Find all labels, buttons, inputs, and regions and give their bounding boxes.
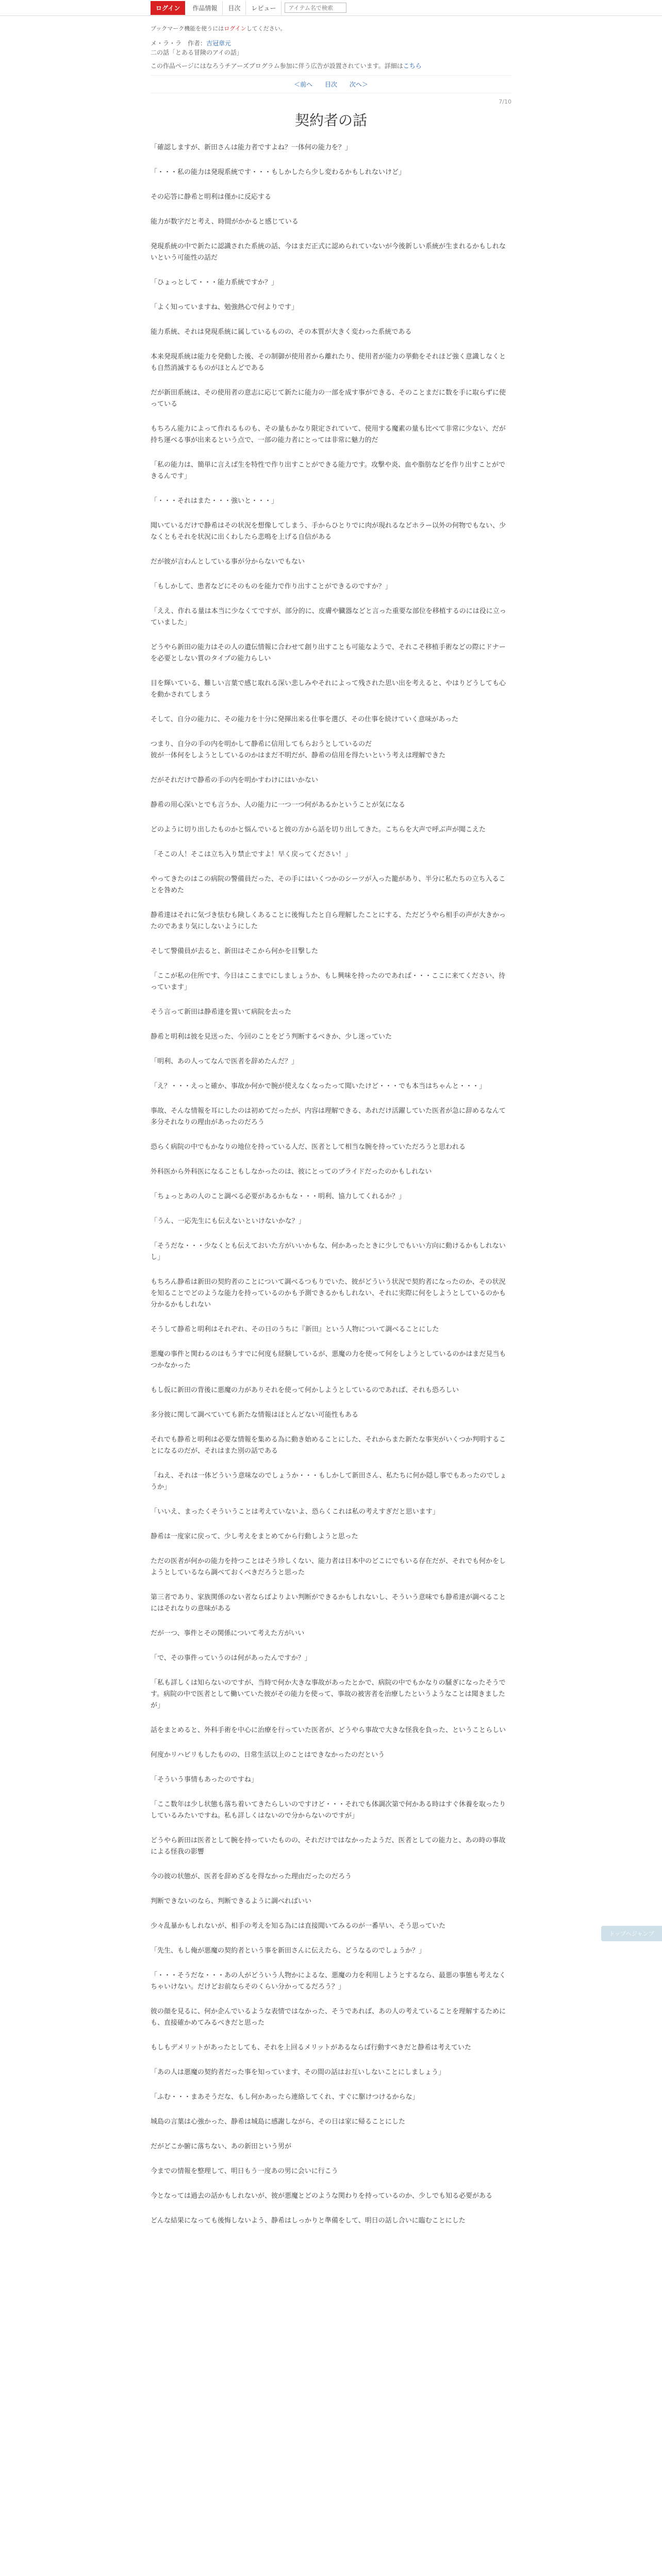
novel-paragraph: 「私の能力は、簡単に言えば生を特性で作り出すことができる能力です。攻撃や炎、血や脂肪などを作り出すことができるんです」: [151, 461, 505, 480]
novel-paragraph: だが新田系統は、その使用者の意志に応じて新たに能力の一部を成す事ができる、そのことまだに数を手に取らずに使っている: [151, 389, 506, 408]
novel-paragraph: やってきたのはこの病院の警備員だった、その手にはいくつかのシーツが入った籠があり、半分に私たちの立ち入ることを咎めた: [151, 875, 506, 894]
novel-paragraph: 「・・・そうだな・・・あの人がどういう人物かによるな、悪魔の力を利用しようとするなら、最悪の事態も考えなくちゃいけない。だけどお前ならそのくらい分かってるだろう？」: [151, 1972, 506, 1991]
novel-paragraph: 「うん、一応先生にも伝えないといけないかな？」: [151, 1217, 305, 1225]
novel-paragraph: 「そうだな・・・少なくとも伝えておいた方がいいかもな、何かあったときに少しでもいい方向に動けるかもしれないし」: [151, 1242, 506, 1261]
jump-to-top-button[interactable]: トップへジャンプ: [601, 1926, 662, 1941]
novel-paragraph: 多分彼に関して調べていても新たな情報はほとんどない可能性もある: [151, 1411, 359, 1419]
novel-paragraph: 本来発現系統は能力を発動した後、その制御が使用者から離れたり、使用者が能力の挙動をそれほど強く意識しなくとも自然消滅するものがほとんどである: [151, 353, 506, 372]
login-button[interactable]: ログイン: [151, 1, 185, 15]
novel-paragraph: 「そこの人！そこは立ち入り禁止ですよ！早く戻ってください！」: [151, 851, 352, 858]
novel-paragraph: 少々乱暴かもしれないが、相手の考えを知る為には直接聞いてみるのが一番早い、そう思っていた: [151, 1922, 446, 1930]
novel-paragraph: そして警備員が去ると、新田はそこから何かを目撃した: [151, 947, 319, 955]
ad-notice-text: この作品ページにはなろうチアーズプログラム参加に伴う広告が設置されています。詳細は: [151, 62, 403, 70]
novel-paragraph: 「先生、もし俺が悪魔の契約者という事を新田さんに伝えたら、どうなるのでしょうか？」: [151, 1947, 426, 1955]
novel-paragraph: 「ちょっとあの人のこと調べる必要があるかもな・・・明利、協力してくれるか？」: [151, 1193, 406, 1200]
novel-paragraph: もし仮に新田の背後に悪魔の力がありそれを使って何かしようとしているのであれば、それも恐ろしい: [151, 1386, 459, 1394]
novel-paragraph: だが彼が言わんとしている事が分からないでもない: [151, 558, 305, 566]
nav-table-of-contents[interactable]: 目次: [223, 1, 246, 15]
bookmark-login-link[interactable]: ログイン: [224, 25, 246, 32]
novel-paragraph: 「よく知っていますね、勉強熱心で何よりです」: [151, 303, 299, 311]
nav-work-info[interactable]: 作品情報: [187, 1, 223, 15]
novel-paragraph: だがどこか腑に落ちない、あの新田という男が: [151, 2143, 292, 2150]
novel-paragraph: 外科医から外科医になることもしなかったのは、彼にとってのプライドだったのかもしれない: [151, 1168, 432, 1176]
chapter-number: 7/10: [499, 98, 511, 105]
novel-paragraph: 今の彼の状態が、医者を辞めざるを得なかった理由だったのだろう: [151, 1873, 352, 1880]
novel-paragraph: 事故、そんな情報を耳にしたのは初めてだったが、内容は理解できる、あれだけ活躍していた医者が急に辞めるなんて多分それなりの理由があったのだろう: [151, 1107, 506, 1126]
novel-body: [151, 142, 511, 2227]
novel-paragraph: 「ええ、作れる量は本当に少なくてですが、部分的に、皮膚や臓器などと言った重要な部位を移植するのには役に立っていました」: [151, 607, 506, 626]
novel-paragraph: 悪魔の事件と関わるのはもうすでに何度も経験しているが、悪魔の力を使って何をしようとしているのかはまだ見当もつかなかった: [151, 1350, 506, 1369]
novel-paragraph: そうして静希と明利はそれぞれ、その日のうちに『新田』という人物について調べることにした: [151, 1326, 439, 1333]
series-arc-title: 二の話「とある冒険のアイの話」: [151, 49, 243, 56]
novel-paragraph: 発現系統の中で新たに認識された系統の話、今はまだ正式に認められていないが今後新しい系統が生まれるかもしれないという可能性の話だ: [151, 243, 506, 262]
main-content: [151, 16, 511, 2227]
novel-paragraph: 今までの情報を整理して、明日もう一度あの男に会いに行こう: [151, 2167, 338, 2175]
series-title: メ・ラ・ラ 作者：: [151, 40, 207, 47]
novel-paragraph: 「あの人は悪魔の契約者だった事を知っています、その間の話はお互いしないことにしましょう」: [151, 2069, 445, 2076]
bookmark-note: [151, 24, 511, 32]
novel-paragraph: 「ねえ、それは一体どういう意味なのでしょうか・・・もしかして新田さん、私たちに何か隠し事でもあったのでしょうか」: [151, 1472, 507, 1491]
novel-paragraph: 静希の用心深いとでも言うか、人の能力に一つ一つ何があるかということが気になる: [151, 801, 406, 809]
novel-paragraph: 「ここ数年は少し状態も落ち着いてきたらしいのですけど・・・それでも体調次第で何かある時はすぐ休養を取ったりしているみたいですね。私も詳しくはないので分からないのですが」: [151, 1801, 506, 1820]
bookmark-note-text: ブックマーク機能を使うには: [151, 25, 224, 32]
novel-paragraph: 聞いているだけで静希はその状況を想像してしまう、手からひとりでに肉が現れるなどホラー以外の何物でもない、少なくともそれを状況に出くわしたら悲鳴を上げる自信がある: [151, 522, 506, 541]
novel-paragraph: 能力系統、それは発現系統に属しているものの、その本質が大きく変わった系統である: [151, 328, 412, 336]
novel-paragraph: もしもデメリットがあったとしても、それを上回るメリットがあるならば行動すべきだと静希は考えていた: [151, 2044, 472, 2052]
novel-paragraph: 判断できないのなら、判断できるように調べればいい: [151, 1897, 312, 1905]
chapter-pager: [151, 75, 511, 93]
author-link[interactable]: 吉冠章元: [206, 40, 231, 47]
novel-paragraph: 彼の顔を見るに、何か企んでいるような表情ではなかった、そうであれば、あの人の考えていることを理解するためにも、直接確かめてみるべきだと思った: [151, 2008, 506, 2027]
chapter-title: 契約者の話: [294, 112, 367, 129]
novel-paragraph: 静希と明利は彼を見送った、今回のことをどう判断するべきか、少し迷っていた: [151, 1033, 392, 1041]
novel-paragraph: 今となっては過去の話かもしれないが、彼が悪魔とどのような関わりを持っているのか、少しでも知る必要がある: [151, 2192, 493, 2200]
novel-paragraph: 静希達はそれに気づき怯むも険しくあることに後悔したと自ら理解したことにする、ただどうやら相手の声が大きかったのであまり気にしないようにした: [151, 911, 506, 930]
top-navigation-bar: [0, 0, 662, 16]
novel-paragraph: 話をまとめると、外科手術を中心に治療を行っていた医者が、どうやら事故で大きな怪我を負った、ということらしい: [151, 1726, 506, 1734]
novel-paragraph: そして、自分の能力に、その能力を十分に発揮出来る仕事を選び、その仕事を続けていく意味があった: [151, 716, 459, 723]
novel-paragraph: どのように切り出したものかと悩んでいると彼の方から話を切り出してきた。こちらを大声で呼ぶ声が聞こえた: [151, 826, 486, 834]
ad-notice: [151, 61, 511, 70]
novel-paragraph: 恐らく病院の中でもかなりの地位を持っている人だ、医者として相当な腕を持っていただろうと思われる: [151, 1143, 466, 1151]
novel-paragraph: 「ふむ・・・まあそうだな、もし何かあったら連絡してくれ、すぐに駆けつけるからな」: [151, 2093, 419, 2101]
nav-review[interactable]: レビュー: [246, 1, 282, 15]
novel-paragraph: もちろん能力によって作れるものも、その量もかなり限定されていて、使用する魔素の量も比べて非常に少ない、だが持ち運べる事が出来るという点で、一部の能力者にとっては非常に魅力的だ: [151, 425, 506, 444]
novel-paragraph: 城島の言葉は心強かった、静希は城島に感謝しながら、その日は家に帰ることにした: [151, 2118, 406, 2126]
bookmark-note-suffix: してください。: [246, 25, 286, 32]
novel-paragraph: 目を輝いている、難しい言葉で感じ取れる深い悲しみやそれによって残された思い出を考えると、やはりどうしても心を動かされてしまう: [151, 680, 506, 699]
search-input[interactable]: [285, 3, 346, 13]
novel-paragraph: どうやら新田は医者として腕を持っていたものの、それだけではなかったようだ、医者としての能力と、あの時の事故による怪我の影響: [151, 1837, 506, 1856]
ad-notice-link[interactable]: こちら: [403, 62, 422, 70]
novel-paragraph: 「で、その事件っていうのは何があったんですか？」: [151, 1654, 311, 1662]
series-author-line: [151, 39, 511, 48]
novel-paragraph: もちろん静希は新田の契約者のことについて調べるつもりでいた、彼がどういう状況で契約者になったのか、その状況を知ることでどのような能力を持っているのかも予測できるかもしれない、それに実際に何をしようとしているのかも分かるかもしれない: [151, 1278, 506, 1309]
prev-chapter-link[interactable]: ＜前へ: [294, 81, 313, 88]
novel-paragraph: 「私も詳しくは知らないのですが、当時で何か大きな事故があったとかで、病院の中でもかなりの騒ぎになったそうです。病院の中で医者として働いていた彼がその能力を使って、事故の被害者を治療したというようなことは聞きましたが」: [151, 1679, 506, 1709]
novel-paragraph: そう言って新田は静希達を置いて病院を去った: [151, 1008, 292, 1016]
toc-link[interactable]: 目次: [324, 81, 337, 88]
novel-paragraph: 何度かリハビリもしたものの、日常生活以上のことはできなかったのだという: [151, 1751, 385, 1759]
series-info: [151, 39, 511, 57]
next-chapter-link[interactable]: 次へ＞: [349, 81, 368, 88]
novel-paragraph: 能力が数字だと考え、時間がかかると感じている: [151, 218, 299, 226]
novel-paragraph: それでも静希と明利は必要な情報を集める為に動き始めることにした、それからまた新たな事実がいくつか判明することになるのだが、それはまた別の話である: [151, 1436, 506, 1455]
novel-paragraph: だがそれだけで静希の手の内を明かすわけにはいかない: [151, 776, 319, 784]
novel-paragraph: その応答に静希と明利は僅かに反応する: [151, 193, 272, 201]
novel-paragraph: 「確認しますが、新田さんは能力者ですよね？一体何の能力を？」: [151, 144, 352, 151]
novel-paragraph: だが一つ、事件とその関係について考えた方がいい: [151, 1630, 305, 1637]
novel-paragraph: 「・・・それはまた・・・強いと・・・」: [151, 497, 278, 505]
novel-paragraph: 「もしかして、患者などにそのものを能力で作り出すことができるのですか？」: [151, 583, 392, 590]
novel-paragraph: 静希は一度家に戻って、少し考えをまとめてから行動しようと思った: [151, 1533, 358, 1540]
novel-paragraph: 「いいえ、まったくそういうことは考えていないよ、恐らくこれは私の考えすぎだと思います」: [151, 1508, 439, 1516]
novel-paragraph: 「ここが私の住所です、今日はここまでにしましょうか、もし興味を持ったのであれば・・・ここに来てください、待っています」: [151, 972, 505, 991]
novel-paragraph: どんな結果になっても後悔しないよう、静希はしっかりと準備をして、明日の話し合いに臨むことにした: [151, 2217, 466, 2225]
novel-paragraph: 「ひょっとして・・・能力系統ですか？」: [151, 279, 278, 286]
novel-paragraph: ただの医者が何かの能力を持つことはそう珍しくない、能力者は日本中のどこにでもいる存在だが、それでも何かをしようとしているなら調べておくべきだろうと思った: [151, 1557, 506, 1577]
novel-paragraph: 第三者であり、家族関係のない者ならばよりよい判断ができるかもしれないし、そういう意味でも静希達が調べることにはそれなりの意味がある: [151, 1594, 506, 1613]
novel-paragraph: どうやら新田の能力はその人の遺伝情報に合わせて創り出すことも可能なようで、それこそ移植手術などの際にドナーを必要としない質のタイプの能力らしい: [151, 643, 506, 663]
novel-paragraph: つまり、自分の手の内を明かして静希に信用してもらおうとしているのだ 彼が一体何をしようとしているのかはまだ不明だが、静希の信用を得たいという考えは理解できた: [151, 740, 446, 759]
novel-paragraph: 「そういう事情もあったのですね」: [151, 1776, 258, 1784]
novel-paragraph: 「・・・私の能力は発現系統です・・・もしかしたら少し変わるかもしれないけど」: [151, 168, 406, 176]
novel-paragraph: 「明利、あの人ってなんで医者を辞めたんだ？」: [151, 1058, 299, 1065]
novel-paragraph: 「え？・・・えっと確か、事故か何かで腕が使えなくなったって聞いたけど・・・でも本当はちゃんと・・・」: [151, 1082, 486, 1090]
